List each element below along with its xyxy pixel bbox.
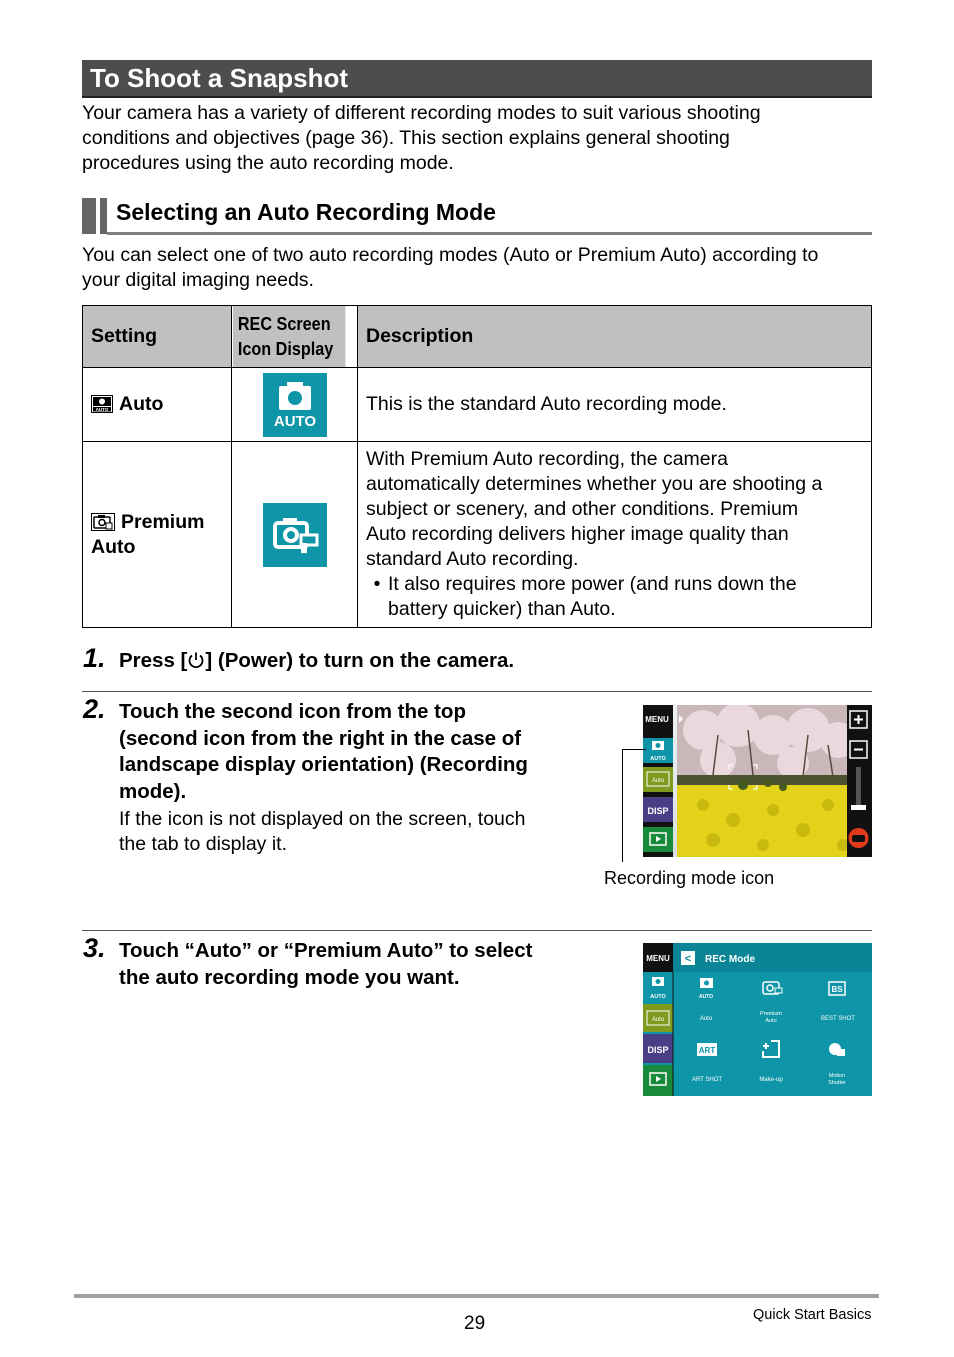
svg-text:<: <: [684, 953, 692, 965]
svg-text:DISP: DISP: [647, 1045, 669, 1055]
bullet-line: It also requires more power (and runs down the: [388, 573, 797, 595]
auto-mode-icon: [91, 395, 113, 413]
svg-text:Auto: Auto: [699, 1016, 713, 1022]
desc-line: standard Auto recording.: [366, 548, 579, 570]
page-number: 29: [464, 1313, 486, 1334]
svg-text:Premium: Premium: [759, 1011, 783, 1017]
footer-rule: [74, 1294, 879, 1298]
recording-mode-icon-caption: Recording mode icon: [604, 868, 775, 888]
intro-paragraph: [82, 101, 761, 176]
divider: [82, 691, 872, 692]
subsection-paragraph: [82, 243, 818, 293]
premium-auto-camera-icon: [263, 503, 327, 567]
header-rec-line: REC Screen: [237, 313, 331, 334]
svg-text:AUTO: AUTO: [273, 412, 316, 430]
step-1-text: [119, 648, 514, 675]
step-line: Touch the second icon from the top: [119, 700, 466, 723]
subsection-marker: [82, 198, 96, 234]
header-setting: Setting: [83, 306, 232, 368]
footer-section-name: Quick Start Basics: [753, 1307, 872, 1323]
step-line: landscape display orientation) (Recording: [119, 753, 528, 776]
step-line: (second icon from the right in the case of: [119, 726, 522, 750]
subsection-line: your digital imaging needs.: [82, 269, 314, 291]
svg-text:DISP: DISP: [647, 806, 669, 816]
subsection-line: You can select one of two auto recording modes (Auto or Premium Auto) according to: [82, 244, 819, 266]
setting-label: Auto: [119, 393, 164, 415]
step-3-text: [119, 938, 532, 991]
intro-line: Your camera has a variety of different recording modes to suit various shooting: [82, 102, 761, 124]
header-rec-screen: [232, 306, 345, 368]
icon-cell: [232, 368, 358, 442]
step-text-part: Press [: [119, 649, 188, 672]
subsection-marker: [100, 198, 107, 234]
step-line: the auto recording mode you want.: [119, 965, 460, 989]
recording-modes-table: [82, 305, 872, 628]
bullet-line: battery quicker) than Auto.: [388, 598, 616, 620]
subsection-underline: [107, 232, 872, 235]
divider: [82, 930, 872, 931]
svg-text:Shutter: Shutter: [828, 1080, 846, 1086]
setting-label: Premium: [121, 510, 205, 533]
auto-camera-icon: [263, 373, 327, 437]
setting-cell: [83, 442, 232, 628]
note-line: the tab to display it.: [119, 833, 288, 855]
svg-text:BEST SHOT: BEST SHOT: [821, 1016, 855, 1022]
section-header: [82, 60, 872, 98]
svg-text:AUTO: AUTO: [650, 756, 666, 762]
svg-text:REC Mode: REC Mode: [705, 954, 755, 965]
step-text-part: ] (Power) to turn on the camera.: [205, 649, 515, 672]
svg-text:Auto: Auto: [651, 1017, 665, 1023]
svg-text:Motion: Motion: [828, 1073, 846, 1079]
step-line: Touch “Auto” or “Premium Auto” to select: [119, 939, 533, 962]
table-header-row: [83, 306, 872, 368]
intro-line: conditions and objectives (page 36). This section explains general shooting: [82, 127, 730, 149]
header-description: Description: [358, 306, 872, 368]
setting-cell: [83, 368, 232, 442]
svg-text:MENU: MENU: [646, 954, 670, 963]
svg-text:MENU: MENU: [645, 715, 669, 724]
power-icon: [187, 650, 205, 668]
svg-text:AUTO: AUTO: [698, 994, 714, 1000]
step-number: 1.: [83, 643, 106, 673]
setting-label: Auto: [91, 535, 136, 558]
svg-text:BS: BS: [831, 985, 843, 994]
rec-mode-menu-illustration: [643, 943, 872, 1096]
svg-text:Auto: Auto: [651, 778, 665, 784]
svg-text:Auto: Auto: [765, 1018, 777, 1024]
callout-line: [622, 749, 623, 862]
step-line: mode).: [119, 779, 187, 803]
desc-line: subject or scenery, and other conditions. Premium: [366, 498, 799, 520]
table-row: [83, 442, 872, 628]
step-2-text: [119, 699, 528, 805]
intro-line: procedures using the auto recording mode.: [82, 152, 454, 174]
step-number: 3.: [83, 933, 106, 963]
step-2-note: [119, 807, 526, 857]
table-row: [83, 368, 872, 442]
svg-text:Make-up: Make-up: [759, 1077, 783, 1083]
premium-auto-mode-icon: [91, 513, 115, 531]
desc-line: automatically determines whether you are shooting a: [366, 473, 823, 495]
description-cell: [358, 442, 872, 628]
bullet-item: [366, 572, 863, 622]
desc-line: With Premium Auto recording, the camera: [366, 448, 728, 470]
note-line: If the icon is not displayed on the screen, touch: [119, 808, 526, 830]
svg-text:AUTO: AUTO: [650, 994, 666, 1000]
header-rec-line: Icon Display: [237, 338, 333, 359]
svg-text:ART SHOT: ART SHOT: [691, 1077, 723, 1083]
icon-cell: [232, 442, 358, 628]
section-title: To Shoot a Snapshot: [90, 63, 349, 93]
bullet-mark: •: [373, 573, 381, 595]
callout-line: [622, 749, 646, 750]
desc-line: Auto recording delivers higher image quality than: [366, 523, 789, 545]
camera-screen-illustration: [643, 705, 872, 857]
description-cell: This is the standard Auto recording mode.: [358, 368, 872, 442]
svg-text:ART: ART: [698, 1046, 716, 1055]
subsection-title: Selecting an Auto Recording Mode: [116, 199, 496, 225]
svg-text:AUTO: AUTO: [95, 407, 109, 412]
step-number: 2.: [83, 694, 106, 724]
